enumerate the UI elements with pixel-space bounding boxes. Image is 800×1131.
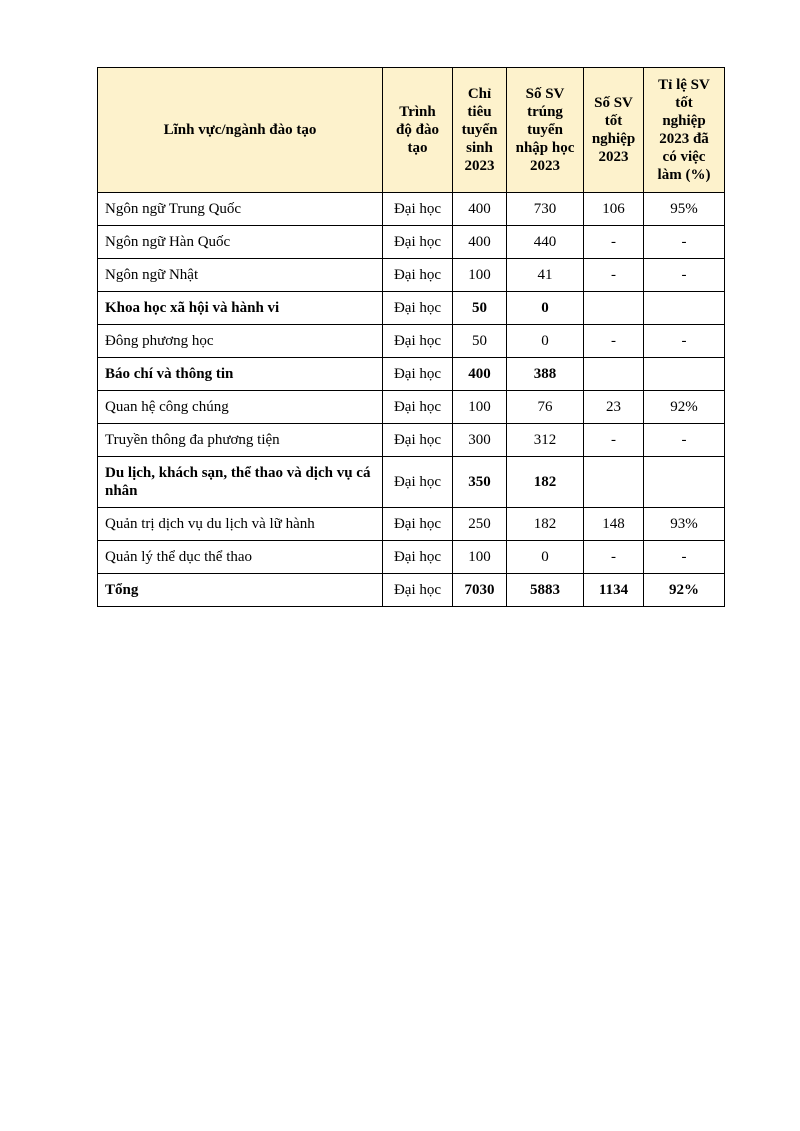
table-row	[98, 325, 725, 358]
admitted-cell: 182	[507, 508, 584, 541]
graduated-cell: -	[584, 325, 644, 358]
employed-cell	[644, 457, 725, 508]
table-row	[98, 259, 725, 292]
field-cell: Ngôn ngữ Trung Quốc	[98, 193, 383, 226]
quota-cell: 50	[453, 325, 507, 358]
admitted-cell: 0	[507, 541, 584, 574]
table-row	[98, 508, 725, 541]
admitted-cell: 440	[507, 226, 584, 259]
admitted-cell: 41	[507, 259, 584, 292]
level-cell: Đại học	[383, 193, 453, 226]
field-cell: Truyền thông đa phương tiện	[98, 424, 383, 457]
employed-cell: -	[644, 226, 725, 259]
header-level: Trình độ đào tạo	[383, 68, 453, 193]
group-row	[98, 358, 725, 391]
employed-cell: 92%	[644, 391, 725, 424]
graduated-cell: -	[584, 541, 644, 574]
employed-cell: -	[644, 259, 725, 292]
admitted-cell: 388	[507, 358, 584, 391]
table-row	[98, 424, 725, 457]
total-row	[98, 574, 725, 607]
admitted-cell: 730	[507, 193, 584, 226]
graduated-cell: -	[584, 226, 644, 259]
field-cell: Đông phương học	[98, 325, 383, 358]
admitted-cell: 182	[507, 457, 584, 508]
table-row	[98, 541, 725, 574]
table-row	[98, 391, 725, 424]
enrollment-table	[97, 67, 725, 607]
employed-cell: 93%	[644, 508, 725, 541]
field-cell: Khoa học xã hội và hành vi	[98, 292, 383, 325]
employed-cell: 95%	[644, 193, 725, 226]
level-cell: Đại học	[383, 424, 453, 457]
quota-cell: 7030	[453, 574, 507, 607]
employed-cell	[644, 358, 725, 391]
quota-cell: 400	[453, 226, 507, 259]
level-cell: Đại học	[383, 358, 453, 391]
graduated-cell: 148	[584, 508, 644, 541]
graduated-cell: 1134	[584, 574, 644, 607]
header-admitted: Số SV trúng tuyển nhập học 2023	[507, 68, 584, 193]
admitted-cell: 76	[507, 391, 584, 424]
admitted-cell: 0	[507, 292, 584, 325]
field-cell: Quan hệ công chúng	[98, 391, 383, 424]
field-cell: Ngôn ngữ Nhật	[98, 259, 383, 292]
employed-cell: -	[644, 541, 725, 574]
group-row	[98, 292, 725, 325]
graduated-cell	[584, 292, 644, 325]
admitted-cell: 0	[507, 325, 584, 358]
field-cell: Du lịch, khách sạn, thể thao và dịch vụ cá nhân	[98, 457, 383, 508]
header-field: Lĩnh vực/ngành đào tạo	[98, 68, 383, 193]
employed-cell	[644, 292, 725, 325]
level-cell: Đại học	[383, 541, 453, 574]
graduated-cell	[584, 457, 644, 508]
table-row	[98, 226, 725, 259]
group-row	[98, 457, 725, 508]
field-cell: Quản trị dịch vụ du lịch và lữ hành	[98, 508, 383, 541]
header-graduated: Số SV tốt nghiệp 2023	[584, 68, 644, 193]
quota-cell: 50	[453, 292, 507, 325]
quota-cell: 100	[453, 391, 507, 424]
field-cell: Ngôn ngữ Hàn Quốc	[98, 226, 383, 259]
graduated-cell	[584, 358, 644, 391]
field-cell: Quản lý thể dục thể thao	[98, 541, 383, 574]
graduated-cell: 23	[584, 391, 644, 424]
level-cell: Đại học	[383, 391, 453, 424]
graduated-cell: -	[584, 259, 644, 292]
quota-cell: 350	[453, 457, 507, 508]
field-cell: Tổng	[98, 574, 383, 607]
quota-cell: 250	[453, 508, 507, 541]
level-cell: Đại học	[383, 325, 453, 358]
quota-cell: 100	[453, 259, 507, 292]
admitted-cell: 312	[507, 424, 584, 457]
header-row	[98, 68, 725, 193]
table-row	[98, 193, 725, 226]
graduated-cell: -	[584, 424, 644, 457]
quota-cell: 400	[453, 193, 507, 226]
level-cell: Đại học	[383, 574, 453, 607]
header-employed: Tỉ lệ SV tốt nghiệp 2023 đã có việc làm (%)	[644, 68, 725, 193]
quota-cell: 400	[453, 358, 507, 391]
graduated-cell: 106	[584, 193, 644, 226]
employed-cell: 92%	[644, 574, 725, 607]
header-quota: Chỉ tiêu tuyển sinh 2023	[453, 68, 507, 193]
admitted-cell: 5883	[507, 574, 584, 607]
level-cell: Đại học	[383, 292, 453, 325]
employed-cell: -	[644, 424, 725, 457]
quota-cell: 100	[453, 541, 507, 574]
quota-cell: 300	[453, 424, 507, 457]
employed-cell: -	[644, 325, 725, 358]
level-cell: Đại học	[383, 457, 453, 508]
field-cell: Báo chí và thông tin	[98, 358, 383, 391]
level-cell: Đại học	[383, 508, 453, 541]
level-cell: Đại học	[383, 259, 453, 292]
level-cell: Đại học	[383, 226, 453, 259]
